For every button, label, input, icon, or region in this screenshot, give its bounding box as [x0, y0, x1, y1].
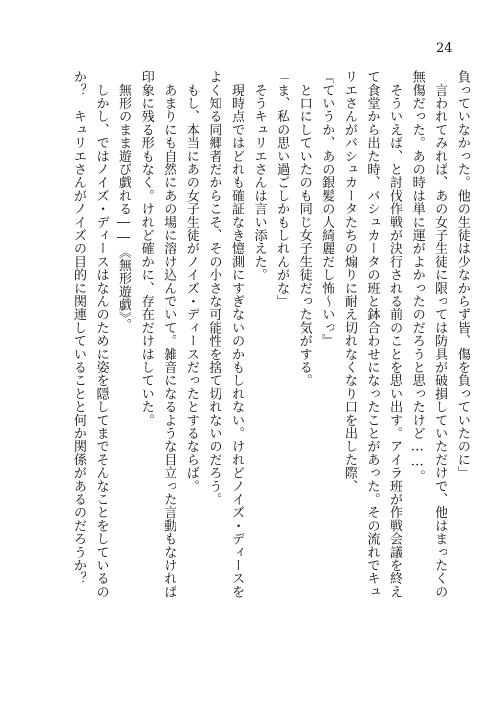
text-column-12: よく知る同郷者だからこそ、その小さな可能性を捨て切れないのだろう。: [206, 70, 222, 506]
text-column-11: 現時点ではどれも確証なき憶測にすぎないのかもしれない。けれどノイズ・ディースを: [229, 70, 245, 598]
text-column-14: あまりにも自然にあの場に溶け込んでいて。雑音になるような目立った言動もなければ: [161, 70, 177, 598]
page-number: 24: [436, 41, 453, 56]
vertical-text-body: [70, 70, 470, 670]
text-column-6: リエさんがバシュカータたちの煽りに耐え切れなくなり口を出した際、: [341, 70, 357, 493]
text-column-16: 無形のまま遊び戯れる――《無形遊戯》。: [116, 70, 132, 331]
text-column-9: 「ま、私の思い過ごしかもしれんがな」: [274, 70, 290, 308]
text-column-17: しかし、ではノイズ・ディースはなんのために姿を隠してまでそんなことをしているの: [93, 70, 109, 598]
text-column-3: 無傷だった。あの時は単に運がよかったのだろうと思ったけど……。: [409, 70, 425, 483]
text-column-18: か？ キュリエさんがノイズの目的に関連していることと何か関係があるのだろうか？: [71, 70, 86, 585]
text-column-13: もし、本当にあの女子生徒がノイズ・ディースだったとするならば。: [183, 70, 199, 493]
text-column-10: そうキュリエさんは言い添えた。: [251, 70, 267, 282]
text-column-7: 『ていうか、あの銀髪の人綺麗だし怖～いっ』: [319, 70, 335, 348]
text-column-4: そういえば、と討伐作戦が決行される前のことを思い出す。アイラ班が作戦会議を終え: [387, 70, 403, 598]
text-column-1: 負っていなかった。他の生徒は少なからず皆、傷を負っていたのに」: [454, 70, 470, 480]
text-column-8: と口にしていたのも同じ女子生徒だった気がする。: [296, 70, 312, 387]
text-column-15: 印象に残る形もなく。けれど確かに、存在だけはしていた。: [138, 70, 154, 427]
text-column-2: 言われてみれば、あの女子生徒に限っては防具が破損していただけで、他はまったくの: [432, 70, 448, 598]
text-column-5: て食堂から出た時、バシュカータの班と鉢合わせになったことがあった。その流れでキュ: [364, 70, 380, 598]
